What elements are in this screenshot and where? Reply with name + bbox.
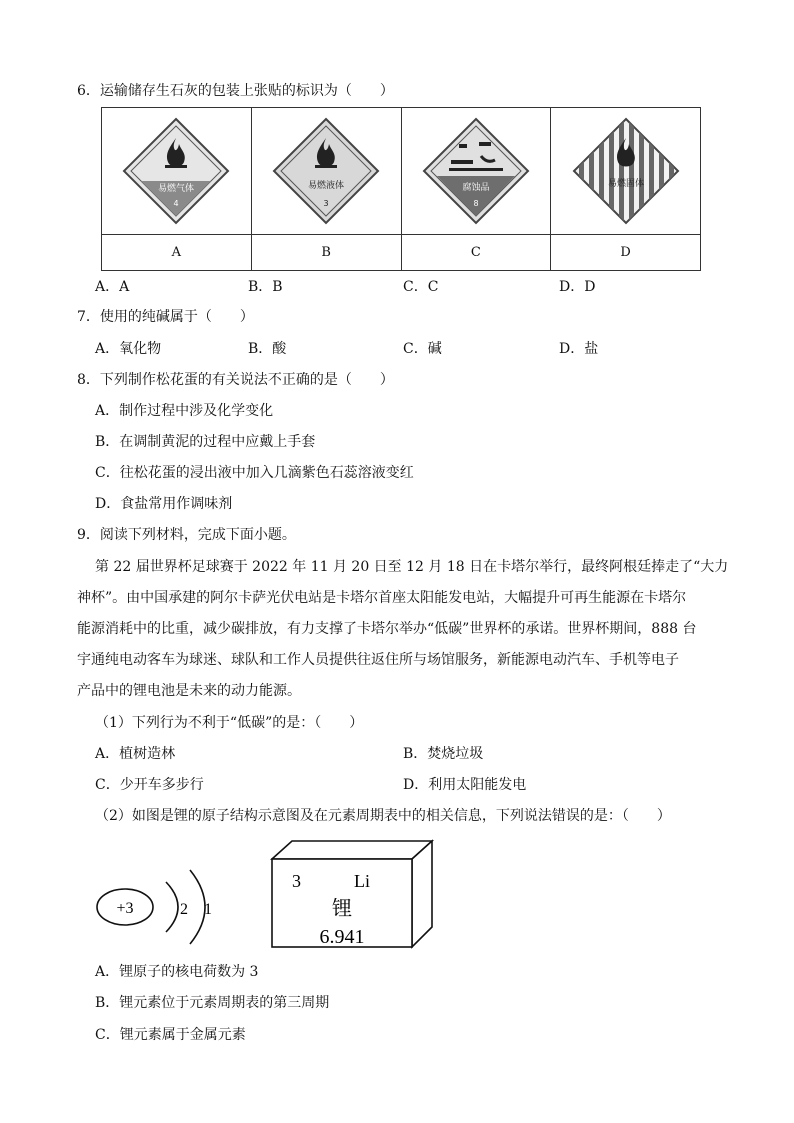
periodic-table-cell-lithium [270, 839, 435, 951]
q7-option-a[interactable]: A．氧化物 [95, 341, 162, 357]
sign-class-number: 4 [173, 199, 179, 208]
q6-option-c[interactable]: C．C [403, 279, 439, 295]
shell-2-electrons: 1 [204, 901, 212, 918]
q8-option-b[interactable]: B．在调制黄泥的过程中应戴上手套 [95, 434, 316, 450]
q7-option-c[interactable]: C．碱 [403, 341, 442, 357]
sign-label-b: B [251, 235, 401, 271]
element-name: 锂 [332, 896, 352, 920]
q9-sub1-stem: （1）下列行为不利于“低碳”的是：（ ） [95, 715, 364, 731]
sign-label-c: C [401, 235, 551, 271]
sign-label-a: A [102, 235, 252, 271]
q6-option-a[interactable]: A．A [95, 279, 130, 295]
passage-line: 能源消耗中的比重，减少碳排放，有力支撑了卡塔尔举办“低碳”世界杯的承诺。世界杯期间，888 台 [77, 621, 697, 637]
q7-option-d[interactable]: D．盐 [559, 341, 599, 357]
q6-option-d[interactable]: D．D [559, 279, 596, 295]
q7-option-b[interactable]: B．酸 [248, 341, 287, 357]
q8-option-d[interactable]: D．食盐常用作调味剂 [95, 496, 233, 512]
passage-line: 产品中的锂电池是未来的动力能源。 [77, 683, 301, 699]
q8-option-c[interactable]: C．往松花蛋的浸出液中加入几滴紫色石蕊溶液变红 [95, 465, 414, 481]
sign-text: 易燃固体 [607, 179, 644, 189]
q8-option-a[interactable]: A．制作过程中涉及化学变化 [95, 403, 274, 419]
q9-sub2-stem: （2）如图是锂的原子结构示意图及在元素周期表中的相关信息，下列说法错误的是：（ ） [95, 808, 671, 824]
q6-option-b[interactable]: B．B [248, 279, 283, 295]
q9-sub2-option-a[interactable]: A．锂原子的核电荷数为 3 [95, 964, 259, 980]
atomic-number: 3 [292, 871, 301, 891]
passage-line: 宇通纯电动客车为球迷、球队和工作人员提供往返住所与场馆服务，新能源电动汽车、手机等电子 [77, 652, 679, 668]
shell-1-electrons: 2 [180, 901, 188, 918]
nucleus-charge: +3 [116, 900, 134, 917]
q6-stem: 6．运输储存生石灰的包装上张贴的标识为（ ） [77, 83, 394, 99]
sign-class-number: 8 [473, 199, 479, 208]
electron-shell-2 [190, 870, 205, 944]
sign-text: 腐蚀品 [462, 183, 490, 193]
sign-cell-a [102, 108, 252, 235]
q9-sub1-option-b[interactable]: B．焚烧垃圾 [403, 746, 484, 762]
q9-sub1-option-c[interactable]: C．少开车多步行 [95, 777, 204, 793]
q9-sub1-option-d[interactable]: D．利用太阳能发电 [403, 777, 527, 793]
electron-shell-1 [166, 882, 178, 932]
q7-stem: 7．使用的纯碱属于（ ） [77, 309, 254, 325]
flammable-gas-sign-icon [121, 116, 231, 226]
sign-cell-c [401, 108, 551, 235]
q9-stem: 9．阅读下列材料，完成下面小题。 [77, 527, 296, 543]
sign-text: 易燃气体 [158, 184, 195, 194]
passage-line: 第 22 届世界杯足球赛于 2022 年 11 月 20 日至 12 月 18 日在卡塔尔举行，最终阿根廷捧走了“大力 [95, 559, 729, 575]
hazard-sign-table [101, 107, 701, 271]
sign-label-d: D [551, 235, 701, 271]
q8-stem: 8．下列制作松花蛋的有关说法不正确的是（ ） [77, 372, 394, 388]
q9-sub2-option-b[interactable]: B．锂元素位于元素周期表的第三周期 [95, 995, 330, 1011]
flammable-solid-sign-icon [571, 116, 681, 226]
sign-class-number: 3 [323, 199, 329, 208]
sign-text: 易燃液体 [308, 181, 345, 191]
q9-sub1-option-a[interactable]: A．植树造林 [95, 746, 176, 762]
sign-cell-b [251, 108, 401, 235]
corrosive-sign-icon [421, 116, 531, 226]
sign-cell-d [551, 108, 701, 235]
q9-sub2-option-c[interactable]: C．锂元素属于金属元素 [95, 1027, 246, 1043]
lithium-atom-structure-diagram [94, 862, 234, 952]
element-symbol: Li [354, 871, 370, 891]
atomic-mass: 6.941 [319, 926, 365, 948]
q9-passage [77, 552, 729, 707]
flammable-liquid-sign-icon [271, 116, 381, 226]
passage-line: 神杯”。由中国承建的阿尔卡萨光伏电站是卡塔尔首座太阳能发电站，大幅提升可再生能源在卡塔尔 [77, 590, 687, 606]
